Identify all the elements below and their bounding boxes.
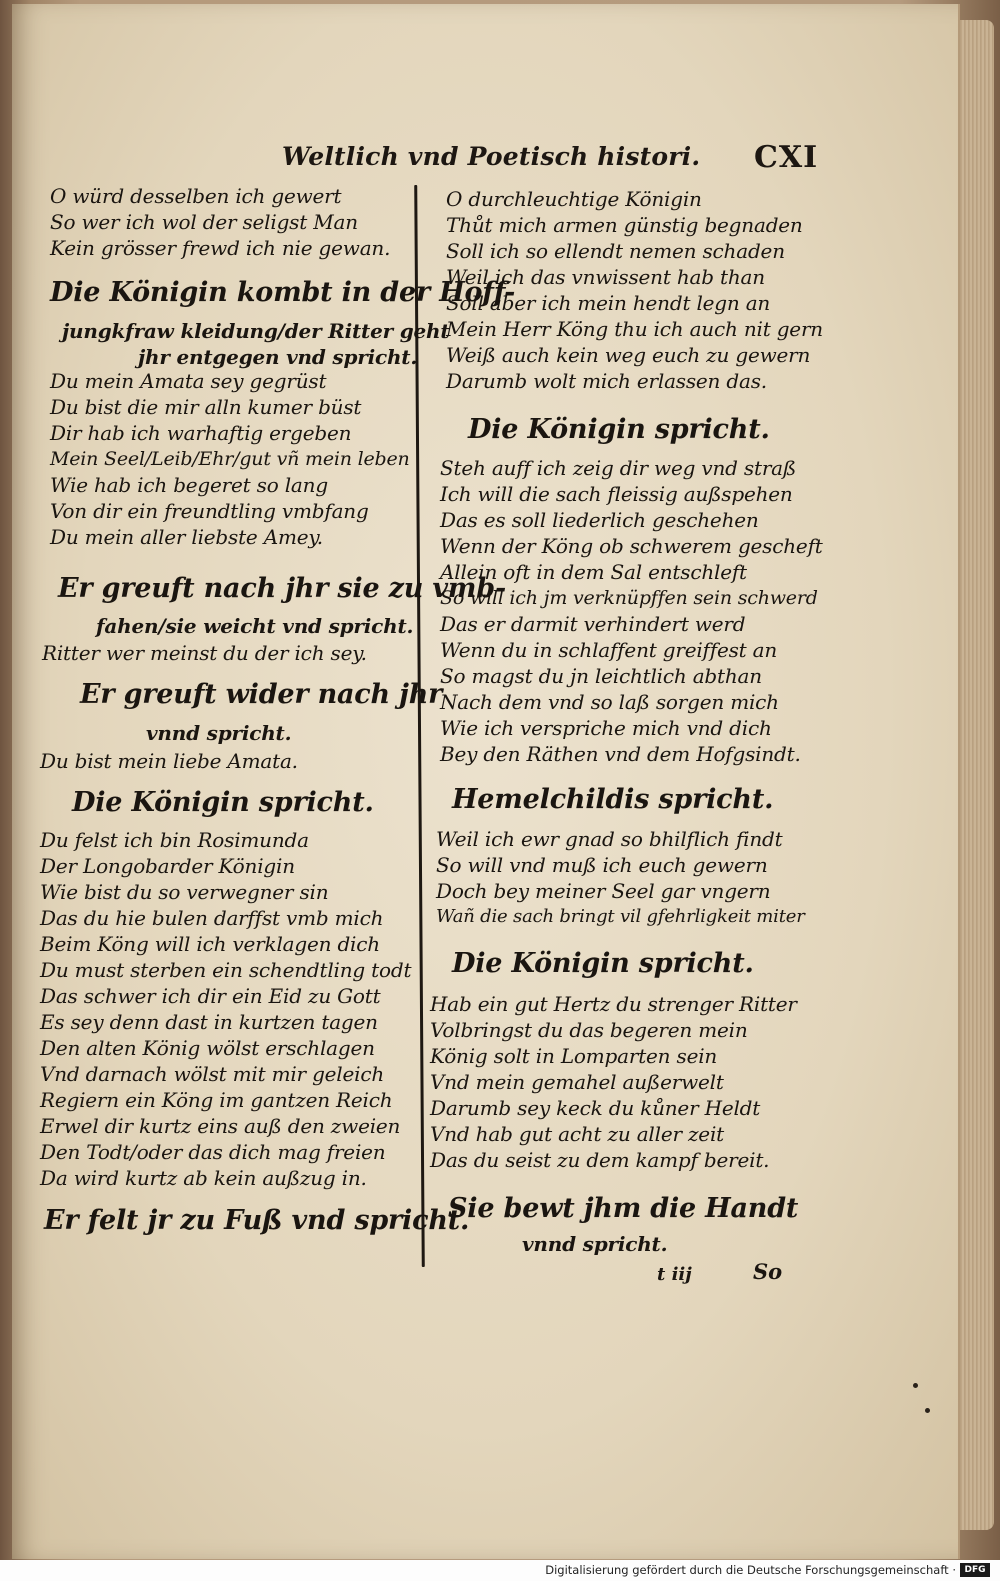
stray-ink-dot <box>913 1383 918 1388</box>
verse-line: O würd desselben ich gewert <box>50 184 342 208</box>
verse-line: Ritter wer meinst du der ich sey. <box>42 641 367 665</box>
verse-line: Wie ich verspriche mich vnd dich <box>440 716 772 740</box>
verse-line: Weiß auch kein weg euch zu gewern <box>446 343 811 367</box>
funding-credit: Digitalisierung gefördert durch die Deutsche Forschungsgemeinschaft · <box>545 1563 956 1577</box>
stage-direction: fahen/sie weicht vnd spricht. <box>96 614 414 638</box>
verse-line: Soll ich so ellendt nemen schaden <box>446 239 785 263</box>
verse-line: Du bist die mir alln kumer büst <box>50 395 362 419</box>
verse-line: Den Todt/oder das dich mag freien <box>40 1140 386 1164</box>
verse-line: Wenn du in schlaffent greiffest an <box>440 638 778 662</box>
folio-number: CXI <box>754 140 819 175</box>
verse-line: So wer ich wol der seligst Man <box>50 210 358 234</box>
verse-line: Von dir ein freundtling vmbfang <box>50 499 369 523</box>
verse-line: Vnd hab gut acht zu aller zeit <box>430 1122 724 1146</box>
running-head <box>282 140 822 180</box>
verse-line: Es sey denn dast in kurtzen tagen <box>40 1010 378 1034</box>
dfg-logo: DFG <box>960 1563 990 1577</box>
section-heading: Die Königin spricht. <box>452 948 754 979</box>
verse-line: Das du hie bulen darffst vmb mich <box>40 906 384 930</box>
verse-line: Nach dem vnd so laß sorgen mich <box>440 690 779 714</box>
verse-line: Weil ich das vnwissent hab than <box>446 265 765 289</box>
verse-line: So magst du jn leichtlich abthan <box>440 664 762 688</box>
section-heading: Sie bewt jhm die Handt <box>448 1193 799 1224</box>
verse-line: Ich will die sach fleissig außspehen <box>440 482 793 506</box>
verse-line: Darumb sey keck du kůner Heldt <box>430 1096 761 1120</box>
verse-line: Kein grösser frewd ich nie gewan. <box>50 236 391 260</box>
verse-line: Hab ein gut Hertz du strenger Ritter <box>430 992 797 1016</box>
verse-line: Da wird kurtz ab kein außzug in. <box>40 1166 367 1190</box>
verse-line: Du must sterben ein schendtling todt <box>40 958 412 982</box>
verse-line: Soll aber ich mein hendt legn an <box>446 291 771 315</box>
verse-line: So will ich jm verknüpffen sein schwerd <box>440 587 818 609</box>
signature-mark: t iij <box>657 1264 692 1285</box>
running-head-title: Weltlich vnd Poetisch histori. <box>282 142 701 171</box>
footer-bar <box>0 1560 1000 1581</box>
verse-line: Du mein Amata sey gegrüst <box>50 369 327 393</box>
verse-line: Das du seist zu dem kampf bereit. <box>430 1148 770 1172</box>
verse-line: Dir hab ich warhaftig ergeben <box>50 421 352 445</box>
stage-direction: jhr entgegen vnd spricht. <box>138 345 418 369</box>
verse-line: Der Longobarder Königin <box>40 854 295 878</box>
verse-line: Erwel dir kurtz eins auß den zweien <box>40 1114 401 1138</box>
section-heading: Er greuft wider nach jhr <box>80 679 443 710</box>
verse-line: Das er darmit verhindert werd <box>440 612 746 636</box>
verse-line: Den alten König wölst erschlagen <box>40 1036 375 1060</box>
verse-line: Weil ich ewr gnad so bhilflich findt <box>436 827 783 851</box>
verse-line: Volbringst du das begeren mein <box>430 1018 748 1042</box>
verse-line: König solt in Lomparten sein <box>430 1044 718 1068</box>
stray-ink-dot <box>925 1408 930 1413</box>
verse-line: So will vnd muß ich euch gewern <box>436 853 768 877</box>
verse-line: Mein Seel/Leib/Ehr/gut vñ mein leben <box>50 448 410 470</box>
verse-line: Steh auff ich zeig dir weg vnd straß <box>440 456 797 480</box>
section-heading: Die Königin kombt in der Hoff- <box>50 277 516 308</box>
verse-line: Vnd darnach wölst mit mir geleich <box>40 1062 385 1086</box>
stage-direction: jungkfraw kleidung/der Ritter geht <box>62 319 450 343</box>
verse-line: Doch bey meiner Seel gar vngern <box>436 879 771 903</box>
verse-line: Wañ die sach bringt vil gfehrligkeit miter <box>436 906 805 927</box>
verse-line: Wie bist du so verwegner sin <box>40 880 329 904</box>
verse-line: Regiern ein Köng im gantzen Reich <box>40 1088 393 1112</box>
verse-line: Wie hab ich begeret so lang <box>50 473 328 497</box>
section-heading: Hemelchildis spricht. <box>452 784 774 815</box>
verse-line: O durchleuchtige Königin <box>446 187 702 211</box>
verse-line: Du bist mein liebe Amata. <box>40 749 298 773</box>
verse-line: Du mein aller liebste Amey. <box>50 525 323 549</box>
verse-line: Allein oft in dem Sal entschleft <box>440 560 747 584</box>
verse-line: Bey den Räthen vnd dem Hofgsindt. <box>440 742 801 766</box>
verse-line: Beim Köng will ich verklagen dich <box>40 932 380 956</box>
verse-line: Vnd mein gemahel außerwelt <box>430 1070 724 1094</box>
section-heading: Er greuft nach jhr sie zu vmb- <box>58 573 506 604</box>
section-heading: Er felt jr zu Fuß vnd spricht. <box>44 1205 470 1236</box>
book-fore-edge <box>958 20 994 1530</box>
section-heading: Die Königin spricht. <box>468 414 770 445</box>
verse-line: Darumb wolt mich erlassen das. <box>446 369 767 393</box>
verse-line: Das es soll liederlich geschehen <box>440 508 759 532</box>
verse-line: Mein Herr Köng thu ich auch nit gern <box>446 317 823 341</box>
verse-line: Das schwer ich dir ein Eid zu Gott <box>40 984 381 1008</box>
verse-line: Thůt mich armen günstig begnaden <box>446 213 803 237</box>
verse-line: Du felst ich bin Rosimunda <box>40 828 309 852</box>
catchword: So <box>753 1259 783 1284</box>
stage-direction: vnnd spricht. <box>146 721 292 745</box>
verse-line: Wenn der Köng ob schwerem gescheft <box>440 534 823 558</box>
stage-direction: vnnd spricht. <box>522 1232 668 1256</box>
section-heading: Die Königin spricht. <box>72 787 374 818</box>
